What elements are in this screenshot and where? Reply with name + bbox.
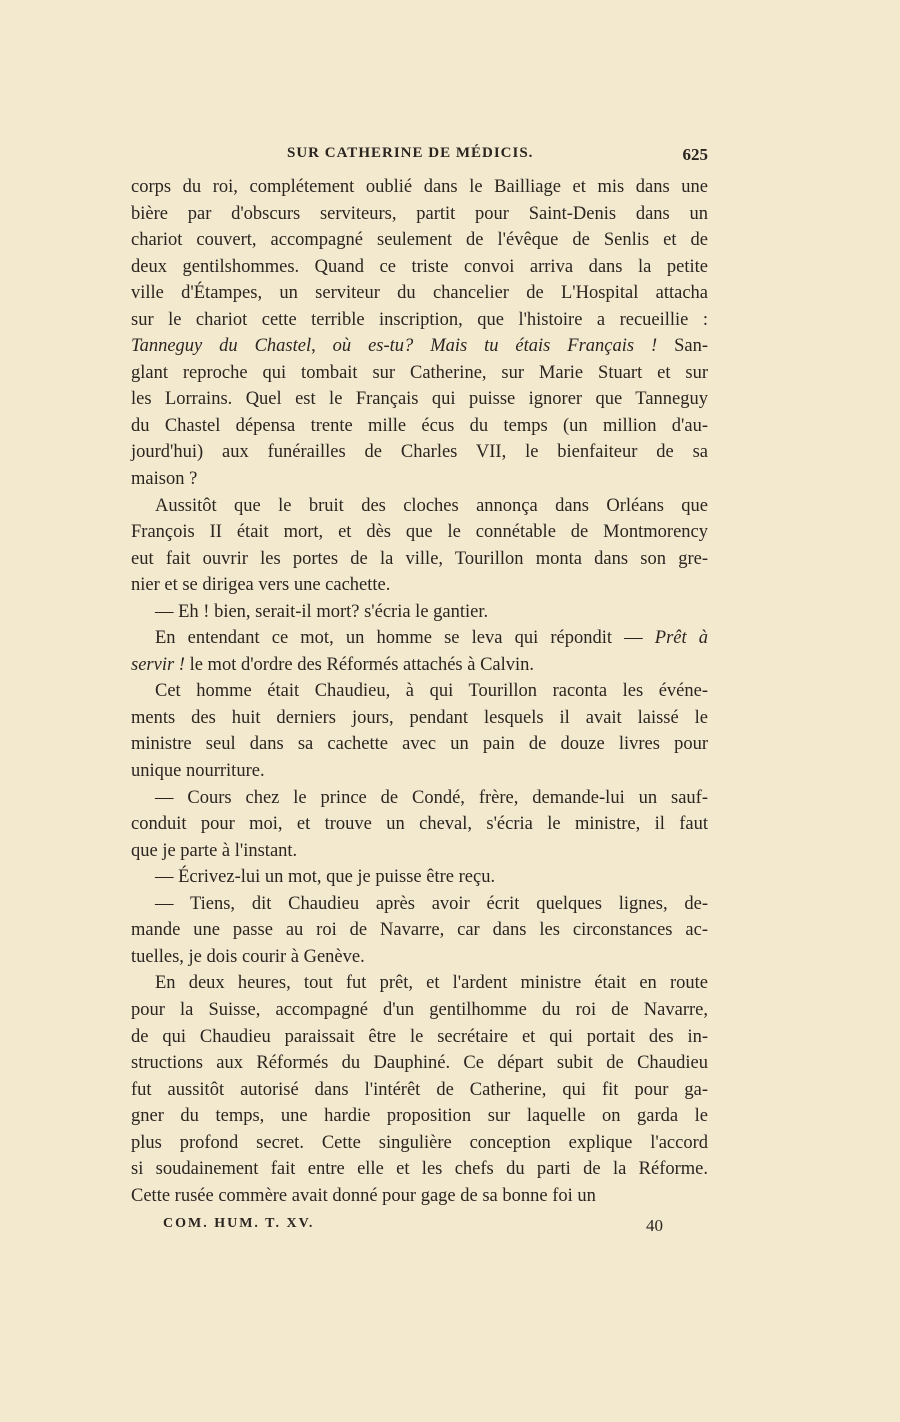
text-line (131, 1050, 708, 1077)
text-line (131, 413, 708, 440)
text-segment: si soudainement fait entre elle et les chefs du parti de la Réforme. (131, 1159, 708, 1180)
text-line (131, 546, 708, 573)
text-line (131, 785, 708, 812)
text-segment: deux gentilshommes. Quand ce triste convoi arriva dans la petite (131, 256, 708, 277)
text-segment: tuelles, je dois courir à Genève. (131, 946, 365, 967)
paragraph (131, 891, 708, 971)
running-header (131, 145, 708, 169)
running-title: SUR CATHERINE DE MÉDICIS. (287, 145, 534, 161)
italic-text: Prêt à (654, 628, 708, 649)
text-line (131, 652, 708, 679)
text-line (131, 1156, 708, 1183)
text-segment: structions aux Réformés du Dauphiné. Ce départ subit de Chaudieu (131, 1053, 708, 1074)
text-segment: le mot d'ordre des Réformés attachés à Calvin. (184, 654, 535, 675)
italic-text: où es-tu? Mais tu étais Français ! (332, 336, 658, 357)
text-segment: — Écrivez-lui un mot, que je puisse être reçu. (155, 867, 496, 888)
text-segment: — Eh ! bien, serait-il mort? s'écria le gantier. (155, 601, 489, 622)
paragraph (131, 678, 708, 784)
text-line (131, 1183, 708, 1210)
text-line (131, 227, 708, 254)
text-line (131, 944, 708, 971)
text-line (131, 838, 708, 865)
text-segment: glant reproche qui tombait sur Catherine, sur Marie Stuart et sur (131, 362, 708, 383)
paragraph (131, 493, 708, 599)
text-segment: pour la Suisse, accompagné d'un gentilhomme du roi de Navarre, (131, 999, 708, 1020)
text-segment: corps du roi, complétement oublié dans le Bailliage et mis dans une (131, 177, 708, 197)
text-segment: bière par d'obscurs serviteurs, partit pour Saint-Denis dans un (131, 203, 708, 224)
text-line (131, 280, 708, 307)
text-line (131, 705, 708, 732)
paragraph (131, 864, 708, 891)
text-line (131, 174, 708, 201)
italic-text: servir ! (131, 654, 185, 675)
body-text (131, 174, 708, 1209)
text-segment: chariot couvert, accompagné seulement de l'évêque de Senlis et de (131, 230, 708, 251)
text-line (131, 360, 708, 387)
text-line (131, 1024, 708, 1051)
text-segment: du Chastel dépensa trente mille écus du temps (un million d'au- (131, 415, 708, 436)
text-segment: fut aussitôt autorisé dans l'intérêt de Catherine, qui fit pour ga- (131, 1079, 708, 1100)
paragraph (131, 785, 708, 865)
text-line (131, 466, 708, 493)
text-line (131, 1103, 708, 1130)
text-segment: Aussitôt que le bruit des cloches annonça dans Orléans que (155, 495, 708, 516)
text-line (131, 333, 708, 360)
text-line (131, 970, 708, 997)
text-line (131, 386, 708, 413)
text-segment: de qui Chaudieu paraissait être le secrétaire et qui portait des in- (131, 1026, 708, 1047)
text-segment: mande une passe au roi de Navarre, car dans les circonstances ac- (131, 920, 708, 941)
text-segment: — Tiens, dit Chaudieu après avoir écrit quelques lignes, de- (155, 893, 708, 914)
text-segment: sur le chariot cette terrible inscription, que l'histoire a recueillie : (131, 309, 708, 330)
text-segment: San- (657, 336, 708, 357)
text-line (131, 1130, 708, 1157)
text-line (131, 201, 708, 228)
paragraph (131, 970, 708, 1209)
paragraph (131, 599, 708, 626)
text-segment: En entendant ce mot, un homme se leva qui répondit — (155, 628, 655, 649)
text-segment: Cet homme était Chaudieu, à qui Tourillon raconta les événe- (155, 681, 708, 702)
text-segment: Cette rusée commère avait donné pour gage de sa bonne foi un (131, 1185, 596, 1206)
text-line (131, 572, 708, 599)
text-line (131, 307, 708, 334)
text-line (131, 864, 708, 891)
text-segment: ville d'Étampes, un serviteur du chancelier de L'Hospital attacha (131, 283, 708, 304)
text-segment: jourd'hui) aux funérailles de Charles VII, le bienfaiteur de sa (131, 442, 708, 463)
text-line (131, 519, 708, 546)
text-line (131, 625, 708, 652)
text-line (131, 891, 708, 918)
text-segment: ments des huit derniers jours, pendant lesquels il avait laissé le (131, 707, 708, 728)
text-line (131, 1077, 708, 1104)
text-line (131, 758, 708, 785)
text-segment: François II était mort, et dès que le connétable de Montmorency (131, 522, 708, 543)
page-number: 625 (682, 145, 708, 164)
text-segment: les Lorrains. Quel est le Français qui puisse ignorer que Tanneguy (131, 389, 708, 410)
text-line (131, 599, 708, 626)
text-segment: , (311, 336, 333, 357)
italic-text: Tanneguy du Chastel (131, 336, 312, 357)
text-segment: unique nourriture. (131, 761, 265, 782)
text-segment: En deux heures, tout fut prêt, et l'ardent ministre était en route (155, 973, 708, 994)
text-segment: conduit pour moi, et trouve un cheval, s'écria le ministre, il faut (131, 814, 708, 835)
text-segment: maison ? (131, 469, 198, 490)
text-segment: gner du temps, une hardie proposition sur laquelle on garda le (131, 1106, 708, 1127)
text-line (131, 731, 708, 758)
text-segment: ministre seul dans sa cachette avec un pain de douze livres pour (131, 734, 708, 755)
text-line (131, 439, 708, 466)
text-line (131, 917, 708, 944)
text-line (131, 678, 708, 705)
text-line (131, 997, 708, 1024)
paragraph (131, 174, 708, 493)
text-segment: — Cours chez le prince de Condé, frère, demande-lui un sauf- (155, 787, 708, 808)
paragraph (131, 625, 708, 678)
text-segment: que je parte à l'instant. (131, 840, 298, 861)
signature-mark: COM. HUM. T. XV. (163, 1216, 315, 1231)
text-line (131, 493, 708, 520)
text-segment: plus profond secret. Cette singulière conception explique l'accord (131, 1132, 708, 1153)
text-segment: eut fait ouvrir les portes de la ville, Tourillon monta dans son gre- (131, 548, 708, 569)
text-segment: nier et se dirigea vers une cachette. (131, 575, 391, 596)
text-line (131, 254, 708, 281)
text-line (131, 811, 708, 838)
signature-number: 40 (646, 1216, 663, 1235)
